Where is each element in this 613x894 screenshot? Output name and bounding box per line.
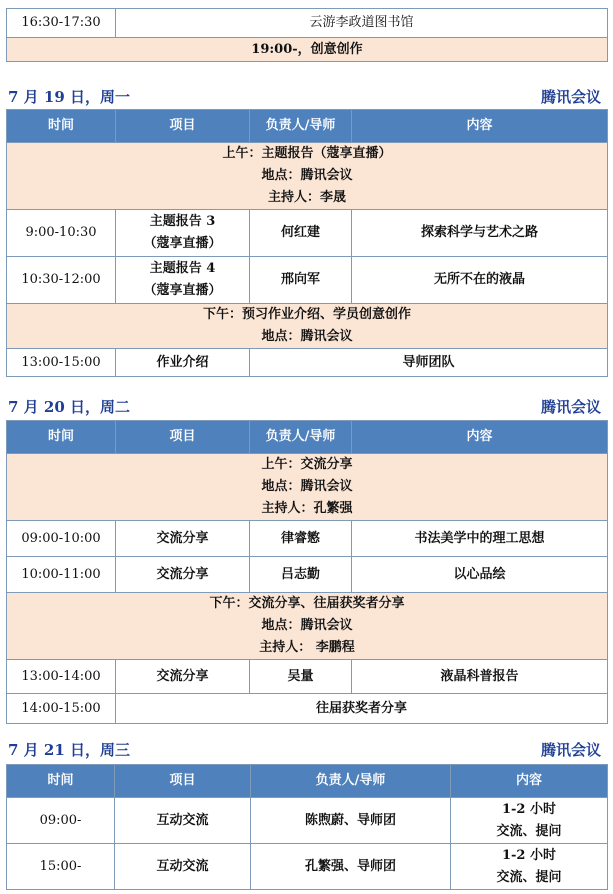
time-cell: 16:30-17:30 [7, 9, 116, 38]
day-header-jul19 [6, 86, 607, 108]
content-cell: 以心品绘 [352, 557, 608, 593]
content-cell: 往届获奖者分享 [116, 694, 608, 724]
time-cell: 10:00-11:00 [7, 557, 116, 593]
item-cell: 作业介绍 [116, 349, 250, 377]
time-cell: 13:00-15:00 [7, 349, 116, 377]
time-cell: 9:00-10:30 [7, 210, 116, 257]
person-cell: 吴量 [250, 660, 352, 694]
day-venue: 腾讯会议 [540, 88, 601, 106]
content-cell: 云游李政道图书馆 [116, 9, 608, 38]
schedule-table [6, 764, 608, 890]
banner-line: 地点：腾讯会议 [261, 479, 353, 494]
table-row [7, 521, 608, 557]
day-date: 7 月 19 日，周一 [8, 88, 130, 106]
schedule-block-jul20 [6, 420, 607, 724]
col-header-item: 项目 [115, 765, 251, 798]
day-venue: 腾讯会议 [540, 741, 601, 759]
content-line: 交流、提问 [496, 869, 562, 885]
item-line: （蔻享直播） [143, 283, 222, 298]
col-header-item: 项目 [116, 421, 250, 454]
table-row [7, 844, 608, 890]
content-line: 1-2 小时 [501, 847, 556, 863]
item-line: 主题报告 4 [149, 261, 216, 276]
banner-line: 下午：交流分享、往届获奖者分享 [209, 596, 405, 611]
banner-line: 下午：预习作业介绍、学员创意创作 [202, 307, 411, 322]
item-cell: 互动交流 [115, 798, 251, 844]
table-row [7, 257, 608, 304]
item-cell: 交流分享 [116, 557, 250, 593]
day-date: 7 月 20 日，周二 [8, 398, 130, 416]
banner-line: 地点：腾讯会议 [261, 329, 353, 344]
col-header-person: 负责人/导师 [250, 110, 352, 143]
table-row [7, 349, 608, 377]
col-header-time: 时间 [7, 421, 116, 454]
schedule-table [6, 109, 608, 377]
day-header-jul20 [6, 396, 607, 418]
col-header-content: 内容 [352, 110, 608, 143]
col-header-time: 时间 [7, 110, 116, 143]
time-cell: 09:00-10:00 [7, 521, 116, 557]
evening-activity: 19:00-，创意创作 [7, 38, 608, 62]
content-line: 交流、提问 [496, 823, 562, 839]
day-header-jul21 [6, 739, 607, 761]
col-header-time: 时间 [7, 765, 115, 798]
item-cell [116, 257, 250, 304]
item-line: （蔻享直播） [143, 236, 222, 251]
item-cell [116, 210, 250, 257]
schedule-block-jul19 [6, 109, 607, 377]
table-row [7, 9, 608, 38]
person-cell: 吕志勤 [250, 557, 352, 593]
banner-line: 上午：主题报告（蔻享直播） [222, 146, 392, 161]
banner-line: 上午：交流分享 [261, 457, 353, 472]
time-cell: 09:00- [7, 798, 115, 844]
top-table [6, 8, 608, 62]
banner-line: 主持人：孔繁强 [261, 501, 353, 516]
item-line: 主题报告 3 [149, 214, 216, 229]
content-cell: 探索科学与艺术之路 [352, 210, 608, 257]
time-cell: 14:00-15:00 [7, 694, 116, 724]
content-cell: 无所不在的液晶 [352, 257, 608, 304]
person-cell: 孔繁强、导师团 [251, 844, 451, 890]
content-cell [451, 798, 608, 844]
banner-line: 主持人： 李鹏程 [259, 640, 355, 655]
session-banner-am [7, 143, 608, 210]
banner-line: 地点：腾讯会议 [261, 618, 353, 633]
col-header-item: 项目 [116, 110, 250, 143]
person-cell: 陈煦蔚、导师团 [251, 798, 451, 844]
table-row [7, 660, 608, 694]
content-cell: 导师团队 [250, 349, 608, 377]
banner-line: 地点：腾讯会议 [261, 168, 353, 183]
session-banner-pm [7, 593, 608, 660]
schedule-table [6, 420, 608, 724]
day-date: 7 月 21 日，周三 [8, 741, 130, 759]
item-cell: 交流分享 [116, 521, 250, 557]
col-header-person: 负责人/导师 [250, 421, 352, 454]
col-header-content: 内容 [352, 421, 608, 454]
person-cell: 何红建 [250, 210, 352, 257]
time-cell: 15:00- [7, 844, 115, 890]
time-cell: 13:00-14:00 [7, 660, 116, 694]
table-row [7, 557, 608, 593]
content-line: 1-2 小时 [501, 801, 556, 817]
content-cell: 液晶科普报告 [352, 660, 608, 694]
item-cell: 互动交流 [115, 844, 251, 890]
banner-line: 主持人：李晟 [267, 190, 346, 205]
content-cell: 书法美学中的理工思想 [352, 521, 608, 557]
col-header-content: 内容 [451, 765, 608, 798]
table-header-row [7, 110, 608, 143]
table-row [7, 210, 608, 257]
session-banner-pm [7, 304, 608, 349]
table-row [7, 38, 608, 62]
col-header-person: 负责人/导师 [251, 765, 451, 798]
schedule-block-jul21 [6, 764, 607, 890]
content-cell [451, 844, 608, 890]
top-schedule-block [6, 8, 607, 62]
time-cell: 10:30-12:00 [7, 257, 116, 304]
table-header-row [7, 421, 608, 454]
day-venue: 腾讯会议 [540, 398, 601, 416]
table-row [7, 694, 608, 724]
person-cell: 律睿慜 [250, 521, 352, 557]
session-banner-am [7, 454, 608, 521]
item-cell: 交流分享 [116, 660, 250, 694]
person-cell: 邢向军 [250, 257, 352, 304]
table-row [7, 798, 608, 844]
table-header-row [7, 765, 608, 798]
